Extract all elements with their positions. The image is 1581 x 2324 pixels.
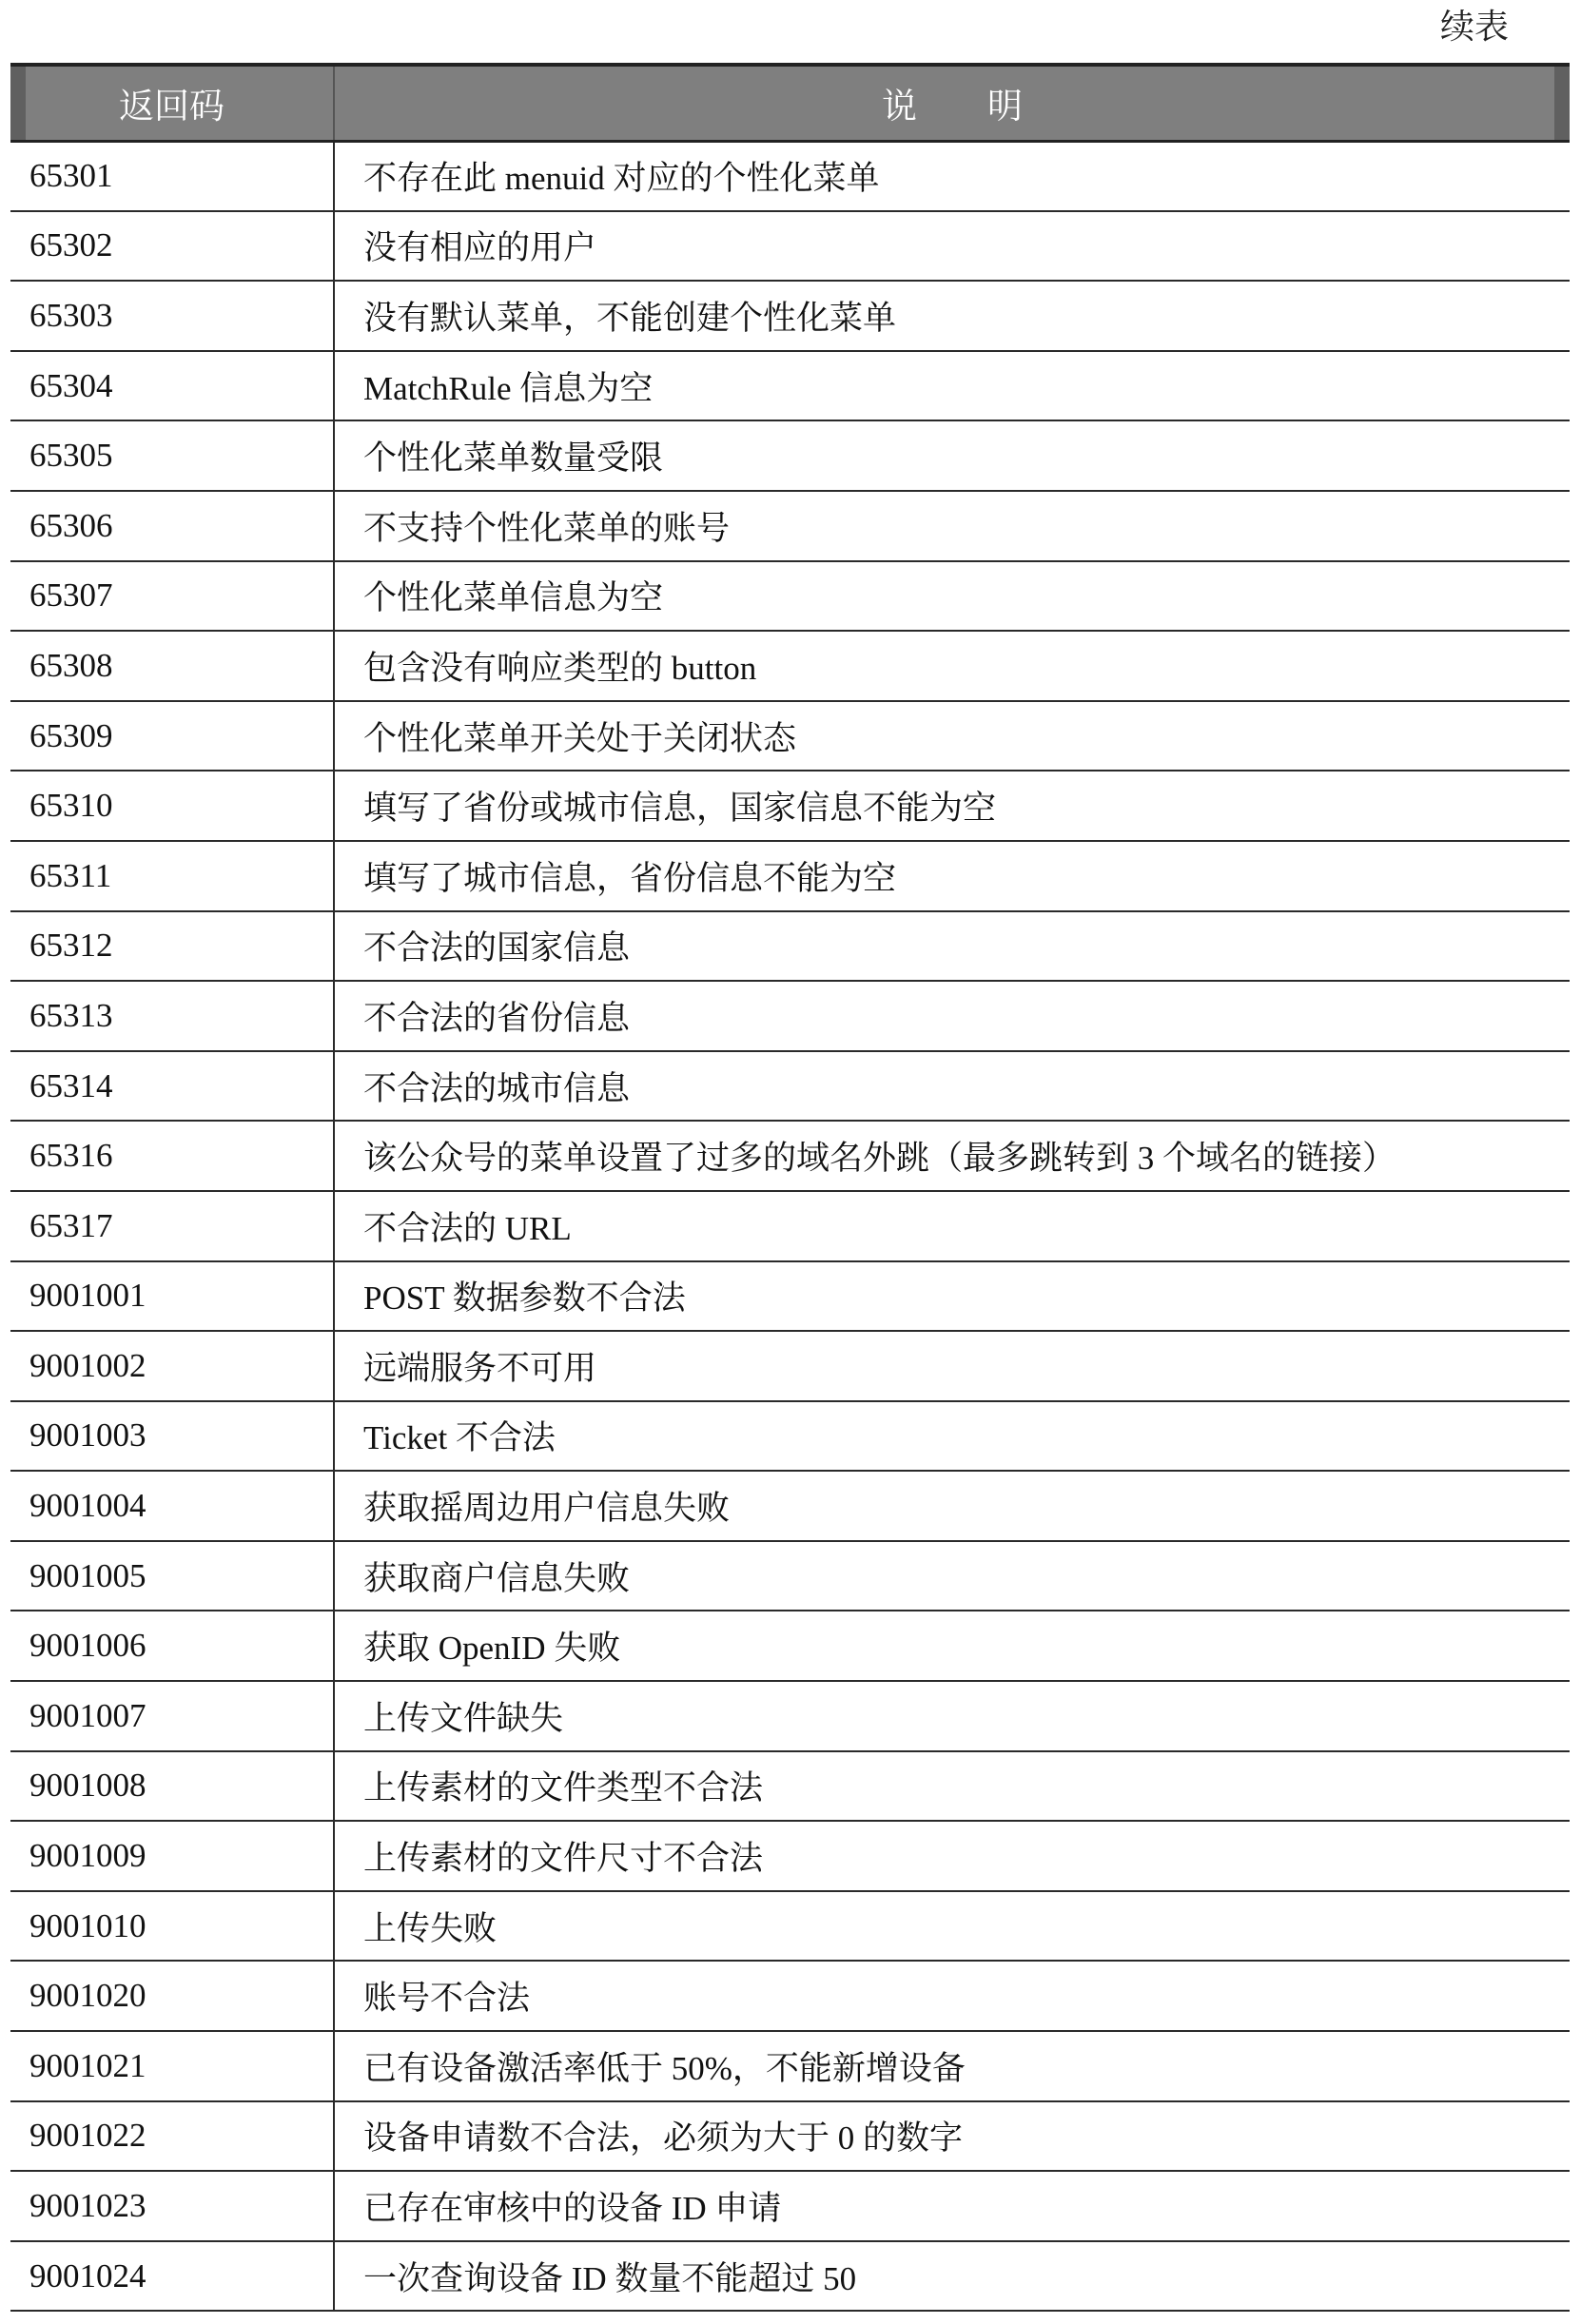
description-cell: 远端服务不可用 bbox=[334, 1331, 1570, 1401]
table-row bbox=[10, 1821, 1570, 1891]
description-cell: MatchRule 信息为空 bbox=[334, 351, 1570, 421]
table-row bbox=[10, 1261, 1570, 1332]
description-cell: 获取 OpenID 失败 bbox=[334, 1611, 1570, 1681]
return-code-cell: 9001007 bbox=[10, 1681, 334, 1751]
return-code-cell: 65301 bbox=[10, 141, 334, 211]
description-cell: POST 数据参数不合法 bbox=[334, 1261, 1570, 1332]
table-row bbox=[10, 281, 1570, 351]
return-code-cell: 65302 bbox=[10, 211, 334, 282]
return-code-cell: 9001022 bbox=[10, 2101, 334, 2172]
table-row bbox=[10, 1891, 1570, 1962]
return-code-cell: 65305 bbox=[10, 420, 334, 491]
table-row bbox=[10, 631, 1570, 701]
return-code-cell: 65309 bbox=[10, 701, 334, 771]
return-code-cell: 9001020 bbox=[10, 1961, 334, 2031]
return-code-cell: 65313 bbox=[10, 981, 334, 1051]
return-code-cell: 9001024 bbox=[10, 2241, 334, 2312]
header-return-code: 返回码 bbox=[10, 65, 334, 141]
table-row bbox=[10, 351, 1570, 421]
return-code-cell: 65312 bbox=[10, 911, 334, 982]
table-row bbox=[10, 561, 1570, 632]
description-cell: 填写了省份或城市信息，国家信息不能为空 bbox=[334, 771, 1570, 841]
return-code-cell: 9001002 bbox=[10, 1331, 334, 1401]
description-cell: 不合法的 URL bbox=[334, 1191, 1570, 1261]
description-cell: 获取摇周边用户信息失败 bbox=[334, 1471, 1570, 1541]
description-cell: 已存在审核中的设备 ID 申请 bbox=[334, 2171, 1570, 2241]
return-code-cell: 65308 bbox=[10, 631, 334, 701]
description-cell: 上传素材的文件类型不合法 bbox=[334, 1751, 1570, 1822]
return-code-cell: 9001023 bbox=[10, 2171, 334, 2241]
return-code-cell: 9001005 bbox=[10, 1541, 334, 1611]
description-cell: 一次查询设备 ID 数量不能超过 50 bbox=[334, 2241, 1570, 2312]
table-row bbox=[10, 1331, 1570, 1401]
description-cell: 不合法的国家信息 bbox=[334, 911, 1570, 982]
description-cell: 不存在此 menuid 对应的个性化菜单 bbox=[334, 141, 1570, 211]
return-code-cell: 9001004 bbox=[10, 1471, 334, 1541]
return-code-table bbox=[10, 63, 1570, 2312]
table-row bbox=[10, 2101, 1570, 2172]
table-body bbox=[10, 141, 1570, 2311]
description-cell: 上传文件缺失 bbox=[334, 1681, 1570, 1751]
description-cell: 填写了城市信息，省份信息不能为空 bbox=[334, 841, 1570, 911]
description-cell: 获取商户信息失败 bbox=[334, 1541, 1570, 1611]
return-code-cell: 65303 bbox=[10, 281, 334, 351]
return-code-cell: 65306 bbox=[10, 491, 334, 561]
table-row bbox=[10, 141, 1570, 211]
return-code-cell: 9001001 bbox=[10, 1261, 334, 1332]
table-row bbox=[10, 1051, 1570, 1122]
table-row bbox=[10, 2031, 1570, 2101]
description-cell: 已有设备激活率低于 50%，不能新增设备 bbox=[334, 2031, 1570, 2101]
table-row bbox=[10, 911, 1570, 982]
table-row bbox=[10, 491, 1570, 561]
description-cell: 不合法的省份信息 bbox=[334, 981, 1570, 1051]
return-code-cell: 9001010 bbox=[10, 1891, 334, 1962]
description-cell: Ticket 不合法 bbox=[334, 1401, 1570, 1472]
header-row bbox=[10, 65, 1570, 141]
table-row bbox=[10, 1541, 1570, 1611]
description-cell: 不支持个性化菜单的账号 bbox=[334, 491, 1570, 561]
return-code-cell: 9001009 bbox=[10, 1821, 334, 1891]
table-row bbox=[10, 1751, 1570, 1822]
return-code-cell: 9001008 bbox=[10, 1751, 334, 1822]
header-description: 说 明 bbox=[334, 65, 1570, 141]
table-row bbox=[10, 701, 1570, 771]
description-cell: 上传失败 bbox=[334, 1891, 1570, 1962]
return-code-cell: 65310 bbox=[10, 771, 334, 841]
return-code-cell: 65317 bbox=[10, 1191, 334, 1261]
return-code-cell: 65314 bbox=[10, 1051, 334, 1122]
table-row bbox=[10, 771, 1570, 841]
return-code-cell: 65304 bbox=[10, 351, 334, 421]
description-cell: 个性化菜单开关处于关闭状态 bbox=[334, 701, 1570, 771]
description-cell: 该公众号的菜单设置了过多的域名外跳（最多跳转到 3 个域名的链接） bbox=[334, 1121, 1570, 1191]
table-row bbox=[10, 841, 1570, 911]
table-row bbox=[10, 981, 1570, 1051]
table-row bbox=[10, 2171, 1570, 2241]
description-cell: 账号不合法 bbox=[334, 1961, 1570, 2031]
description-cell: 个性化菜单数量受限 bbox=[334, 420, 1570, 491]
return-code-cell: 65307 bbox=[10, 561, 334, 632]
table-row bbox=[10, 2241, 1570, 2312]
table-row bbox=[10, 1191, 1570, 1261]
return-code-table-container bbox=[10, 63, 1570, 2312]
table-row bbox=[10, 1681, 1570, 1751]
description-cell: 不合法的城市信息 bbox=[334, 1051, 1570, 1122]
table-row bbox=[10, 1471, 1570, 1541]
return-code-cell: 9001006 bbox=[10, 1611, 334, 1681]
description-cell: 没有默认菜单，不能创建个性化菜单 bbox=[334, 281, 1570, 351]
return-code-cell: 65311 bbox=[10, 841, 334, 911]
table-row bbox=[10, 420, 1570, 491]
return-code-cell: 9001003 bbox=[10, 1401, 334, 1472]
table-row bbox=[10, 211, 1570, 282]
description-cell: 设备申请数不合法，必须为大于 0 的数字 bbox=[334, 2101, 1570, 2172]
description-cell: 个性化菜单信息为空 bbox=[334, 561, 1570, 632]
return-code-cell: 9001021 bbox=[10, 2031, 334, 2101]
table-row bbox=[10, 1961, 1570, 2031]
table-row bbox=[10, 1121, 1570, 1191]
continued-label: 续表 bbox=[1439, 8, 1509, 46]
description-cell: 上传素材的文件尺寸不合法 bbox=[334, 1821, 1570, 1891]
table-row bbox=[10, 1401, 1570, 1472]
description-cell: 没有相应的用户 bbox=[334, 211, 1570, 282]
return-code-cell: 65316 bbox=[10, 1121, 334, 1191]
table-header bbox=[10, 65, 1570, 141]
description-cell: 包含没有响应类型的 button bbox=[334, 631, 1570, 701]
table-row bbox=[10, 1611, 1570, 1681]
